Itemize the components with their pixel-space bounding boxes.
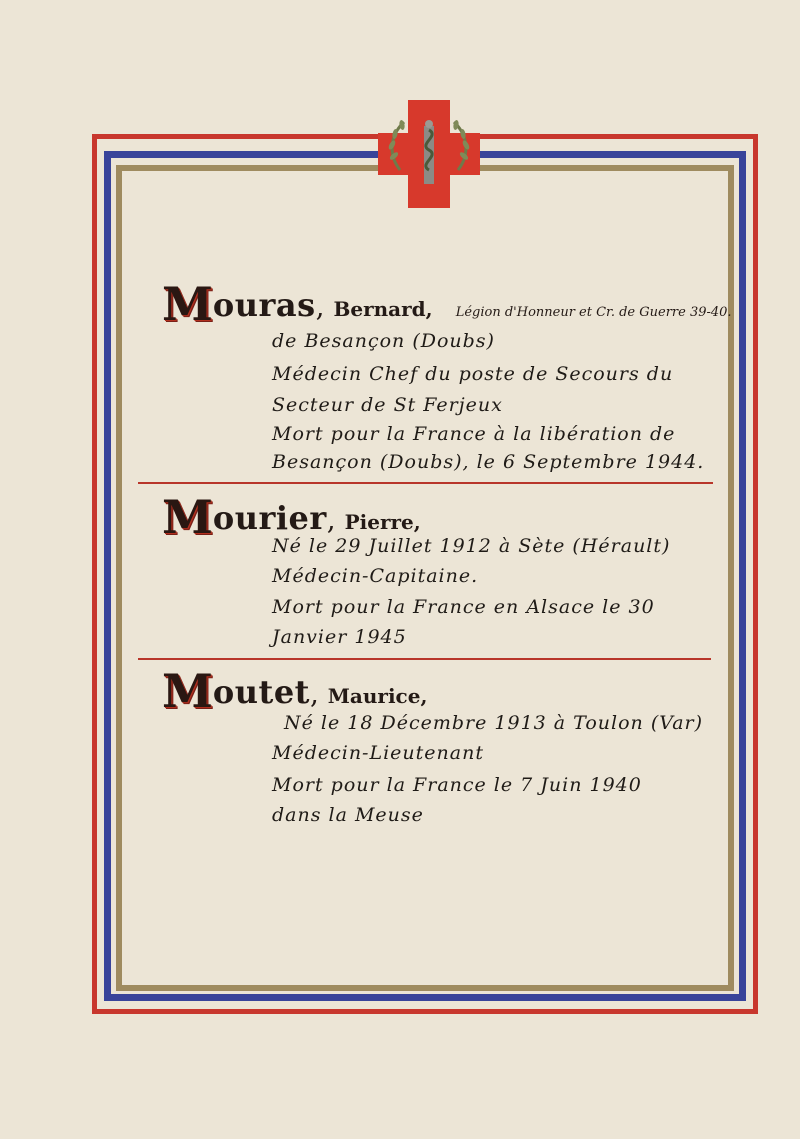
entry-line: Secteur de St Ferjeux (272, 394, 503, 416)
entry-line: Médecin-Capitaine. (272, 565, 479, 587)
entry-line: Mort pour la France le 7 Juin 1940 (272, 774, 642, 796)
surname: ourier (212, 499, 327, 537)
entry-line: Médecin-Lieutenant (272, 742, 484, 764)
entry-line: Né le 18 Décembre 1913 à Toulon (Var) (284, 712, 704, 734)
given-name: Pierre, (344, 510, 421, 534)
divider (138, 482, 713, 484)
illuminated-initial: M (162, 490, 213, 544)
entry-line: Mort pour la France en Alsace le 30 (272, 596, 655, 618)
entry-line: dans la Meuse (272, 804, 424, 826)
surname: outet (212, 673, 310, 711)
entry-line: Médecin Chef du poste de Secours du (272, 363, 674, 385)
entry-line: de Besançon (Doubs) (272, 330, 495, 352)
entry-line: Né le 29 Juillet 1912 à Sète (Hérault) (272, 535, 671, 557)
divider (138, 658, 711, 660)
surname: ouras (212, 286, 316, 324)
entry-heading: Mouras, Bernard, Légion d'Honneur et Cr. de Guerre 39-40. (162, 277, 732, 331)
entry-line: Janvier 1945 (272, 626, 407, 648)
given-name: Maurice, (327, 684, 428, 708)
entry-line: Besançon (Doubs), le 6 Septembre 1944. (272, 451, 705, 473)
entry-heading: Moutet, Maurice, (162, 664, 428, 718)
honors: Légion d'Honneur et Cr. de Guerre 39-40. (455, 305, 732, 320)
entry-heading: Mourier, Pierre, (162, 490, 421, 544)
entry-line: Mort pour la France à la libération de (272, 423, 676, 445)
medical-cross-caduceus-laurel-icon (378, 100, 480, 208)
illuminated-initial: M (162, 277, 213, 331)
given-name: Bernard, (333, 297, 433, 321)
illuminated-initial: M (162, 664, 213, 718)
